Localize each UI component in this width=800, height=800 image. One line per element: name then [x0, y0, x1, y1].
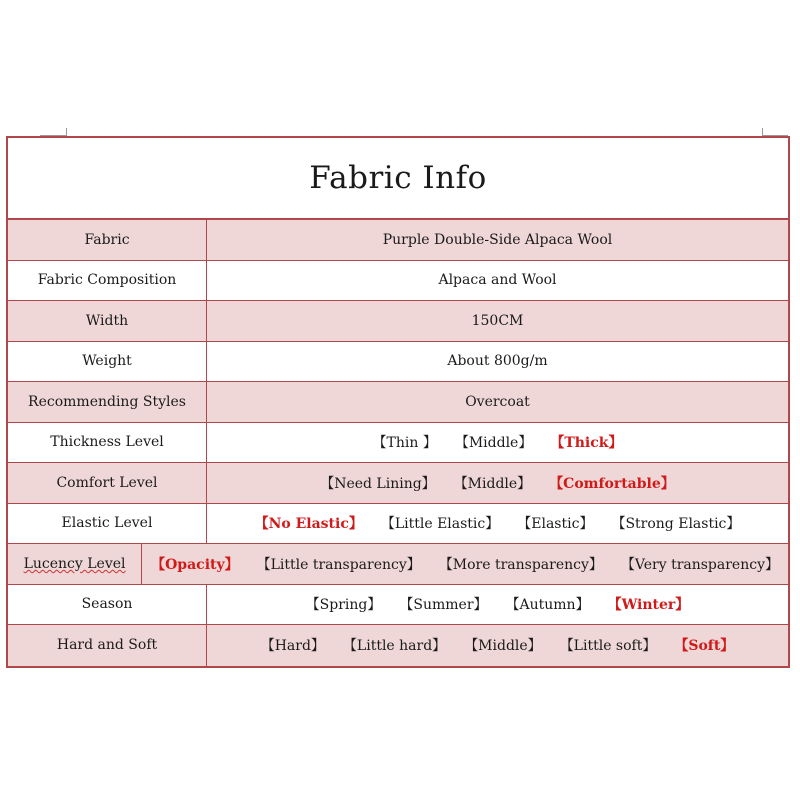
table-title-row — [8, 138, 788, 220]
options-cell — [207, 423, 788, 463]
page-corner-mark — [66, 128, 68, 136]
option-selected: 【Comfortable】 — [549, 475, 675, 492]
option-selected: 【Opacity】 — [151, 556, 239, 573]
row-label: Fabric Composition — [8, 261, 207, 301]
options-cell — [207, 625, 788, 666]
row-label: Comfort Level — [8, 463, 207, 503]
row-label: Hard and Soft — [8, 625, 207, 666]
option: 【Autumn】 — [505, 597, 590, 614]
option: 【Elastic】 — [517, 516, 594, 533]
option-selected: 【Thick】 — [550, 435, 623, 452]
option: 【Spring】 — [305, 597, 382, 614]
options-cell — [142, 544, 788, 584]
table-row — [8, 463, 788, 504]
row-label — [8, 544, 142, 584]
table-row — [8, 423, 788, 464]
row-label: Weight — [8, 342, 207, 382]
option: 【More transparency】 — [438, 556, 603, 573]
row-value: About 800g/m — [447, 353, 548, 370]
option: 【Strong Elastic】 — [611, 516, 741, 533]
row-label: Elastic Level — [8, 504, 207, 544]
table-row — [8, 544, 788, 585]
options-cell — [207, 504, 788, 544]
table-row — [8, 261, 788, 302]
row-label: Recommending Styles — [8, 382, 207, 422]
option-selected: 【No Elastic】 — [254, 516, 363, 533]
table-row — [8, 625, 788, 666]
table-row — [8, 382, 788, 423]
fabric-info-table — [6, 136, 790, 668]
row-value: Purple Double-Side Alpaca Wool — [382, 231, 613, 248]
table-row — [8, 301, 788, 342]
option: 【Middle】 — [464, 638, 542, 655]
row-value: 150CM — [471, 312, 524, 329]
row-label-text: Lucency Level — [23, 555, 126, 572]
option-selected: 【Soft】 — [674, 638, 735, 655]
row-label: Width — [8, 301, 207, 341]
option: 【Little soft】 — [559, 638, 657, 655]
option-selected: 【Winter】 — [607, 597, 690, 614]
options-cell — [207, 585, 788, 625]
option: 【Summer】 — [399, 597, 488, 614]
option: 【Hard】 — [260, 638, 325, 655]
option: 【Need Lining】 — [320, 475, 436, 492]
row-label: Fabric — [8, 220, 207, 260]
options-cell — [207, 463, 788, 503]
table-row — [8, 220, 788, 261]
table-row — [8, 504, 788, 545]
option: 【Thin 】 — [372, 435, 437, 452]
option: 【Little transparency】 — [256, 556, 421, 573]
option: 【Very transparency】 — [620, 556, 779, 573]
table-title: Fabric Info — [309, 160, 487, 196]
row-value: Overcoat — [465, 393, 530, 410]
row-label: Season — [8, 585, 207, 625]
option: 【Little Elastic】 — [380, 516, 500, 533]
table-row — [8, 585, 788, 626]
row-label: Thickness Level — [8, 423, 207, 463]
option: 【Middle】 — [453, 475, 532, 492]
row-value: Alpaca and Wool — [438, 272, 557, 289]
table-row — [8, 342, 788, 383]
option: 【Little hard】 — [342, 638, 447, 655]
option: 【Middle】 — [454, 435, 533, 452]
